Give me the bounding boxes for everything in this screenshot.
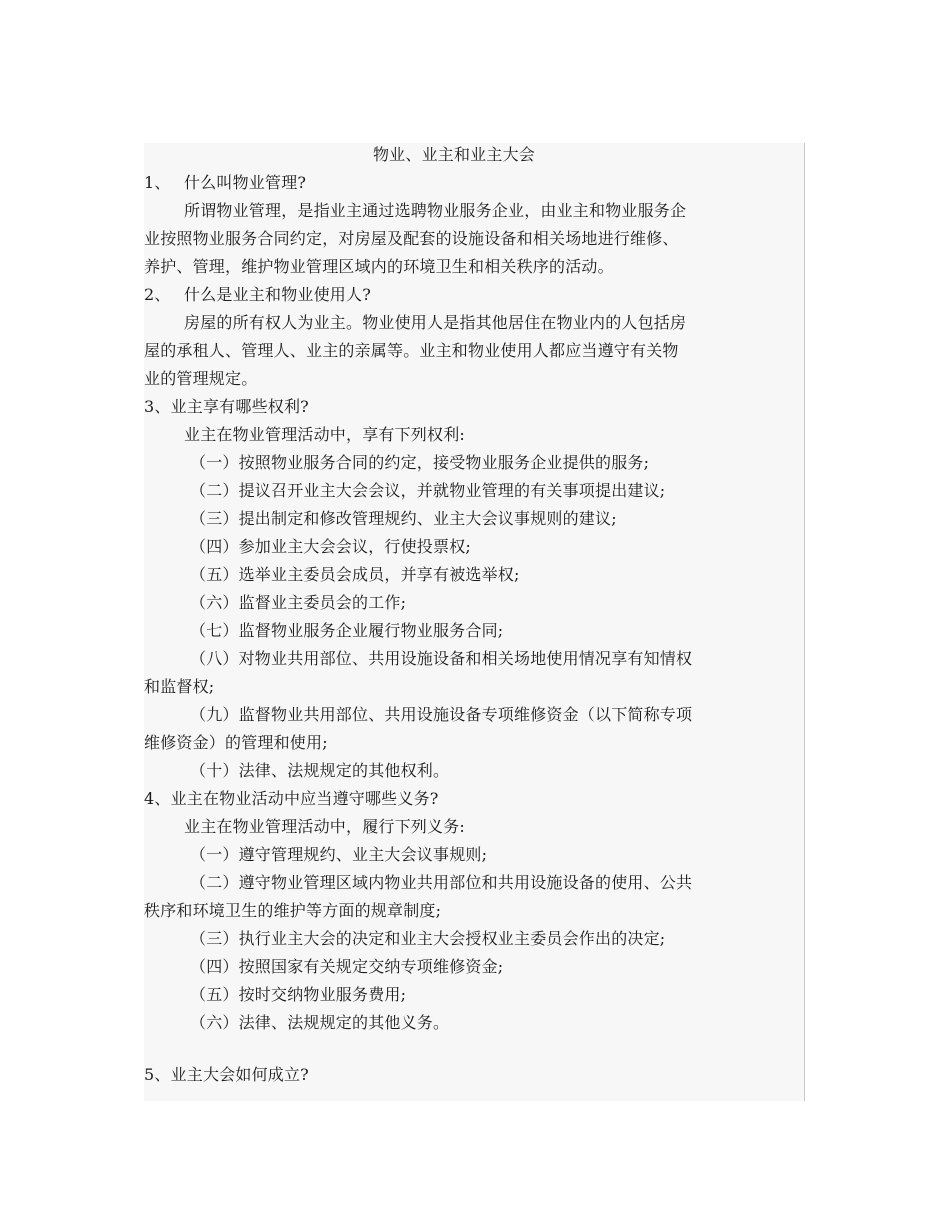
question-4-heading: 4、业主在物业活动中应当遵守哪些义务? bbox=[144, 789, 439, 808]
answer-2-line-3: 业的管理规定。 bbox=[144, 369, 258, 388]
question-4-intro: 业主在物业管理活动中，履行下列义务: bbox=[184, 817, 465, 836]
document-title: 物业、业主和业主大会 bbox=[372, 145, 535, 164]
question-5-heading: 5、业主大会如何成立? bbox=[144, 1065, 309, 1084]
answer-1-line-3: 养护、管理，维护物业管理区域内的环境卫生和相关秩序的活动。 bbox=[144, 257, 614, 276]
answer-1-line-1: 所谓物业管理，是指业主通过选聘物业服务企业，由业主和物业服务企 bbox=[184, 201, 687, 220]
answer-2-line-1: 房屋的所有权人为业主。物业使用人是指其他居住在物业内的人包括房 bbox=[184, 313, 687, 332]
question-1-text: 什么叫物业管理? bbox=[184, 173, 307, 192]
document-body bbox=[144, 141, 734, 1089]
duties-item-6: （六）法律、法规规定的其他义务。 bbox=[190, 1013, 450, 1032]
question-1 bbox=[144, 169, 734, 197]
duties-item-5: （五）按时交纳物业服务费用; bbox=[190, 985, 407, 1004]
question-3-heading: 3、业主享有哪些权利? bbox=[144, 397, 309, 416]
duties-item-4: （四）按照国家有关规定交纳专项维修资金; bbox=[190, 957, 504, 976]
rights-item-2: （二）提议召开业主大会会议，并就物业管理的有关事项提出建议; bbox=[190, 481, 666, 500]
duties-item-2-continued: 秩序和环境卫生的维护等方面的规章制度; bbox=[144, 901, 442, 920]
rights-item-6: （六）监督业主委员会的工作; bbox=[190, 593, 407, 612]
question-2-text: 什么是业主和物业使用人? bbox=[184, 285, 371, 304]
question-2-number: 2、 bbox=[144, 285, 171, 304]
question-3-intro: 业主在物业管理活动中，享有下列权利: bbox=[184, 425, 465, 444]
rights-item-8: （八）对物业共用部位、共用设施设备和相关场地使用情况享有知情权 bbox=[190, 649, 693, 668]
rights-item-7: （七）监督物业服务企业履行物业服务合同; bbox=[190, 621, 504, 640]
rights-item-9: （九）监督物业共用部位、共用设施设备专项维修资金（以下简称专项 bbox=[190, 705, 693, 724]
answer-2-line-2: 屋的承租人、管理人、业主的亲属等。业主和物业使用人都应当遵守有关物 bbox=[144, 341, 679, 360]
rights-item-1: （一）按照物业服务合同的约定，接受物业服务企业提供的服务; bbox=[190, 453, 650, 472]
rights-item-10: （十）法律、法规规定的其他权利。 bbox=[190, 761, 450, 780]
duties-item-2: （二）遵守物业管理区域内物业共用部位和共用设施设备的使用、公共 bbox=[190, 873, 693, 892]
duties-item-3: （三）执行业主大会的决定和业主大会授权业主委员会作出的决定; bbox=[190, 929, 666, 948]
section-spacer bbox=[144, 1037, 734, 1061]
rights-item-3: （三）提出制定和修改管理规约、业主大会议事规则的建议; bbox=[190, 509, 617, 528]
page-edge-rule bbox=[804, 143, 805, 1101]
question-1-number: 1、 bbox=[144, 173, 171, 192]
answer-1-line-2: 业按照物业服务合同约定，对房屋及配套的设施设备和相关场地进行维修、 bbox=[144, 229, 679, 248]
rights-item-8-continued: 和监督权; bbox=[144, 677, 215, 696]
rights-item-9-continued: 维修资金）的管理和使用; bbox=[144, 733, 328, 752]
rights-item-5: （五）选举业主委员会成员，并享有被选举权; bbox=[190, 565, 520, 584]
question-2 bbox=[144, 281, 734, 309]
rights-item-4: （四）参加业主大会会议，行使投票权; bbox=[190, 537, 471, 556]
duties-item-1: （一）遵守管理规约、业主大会议事规则; bbox=[190, 845, 488, 864]
